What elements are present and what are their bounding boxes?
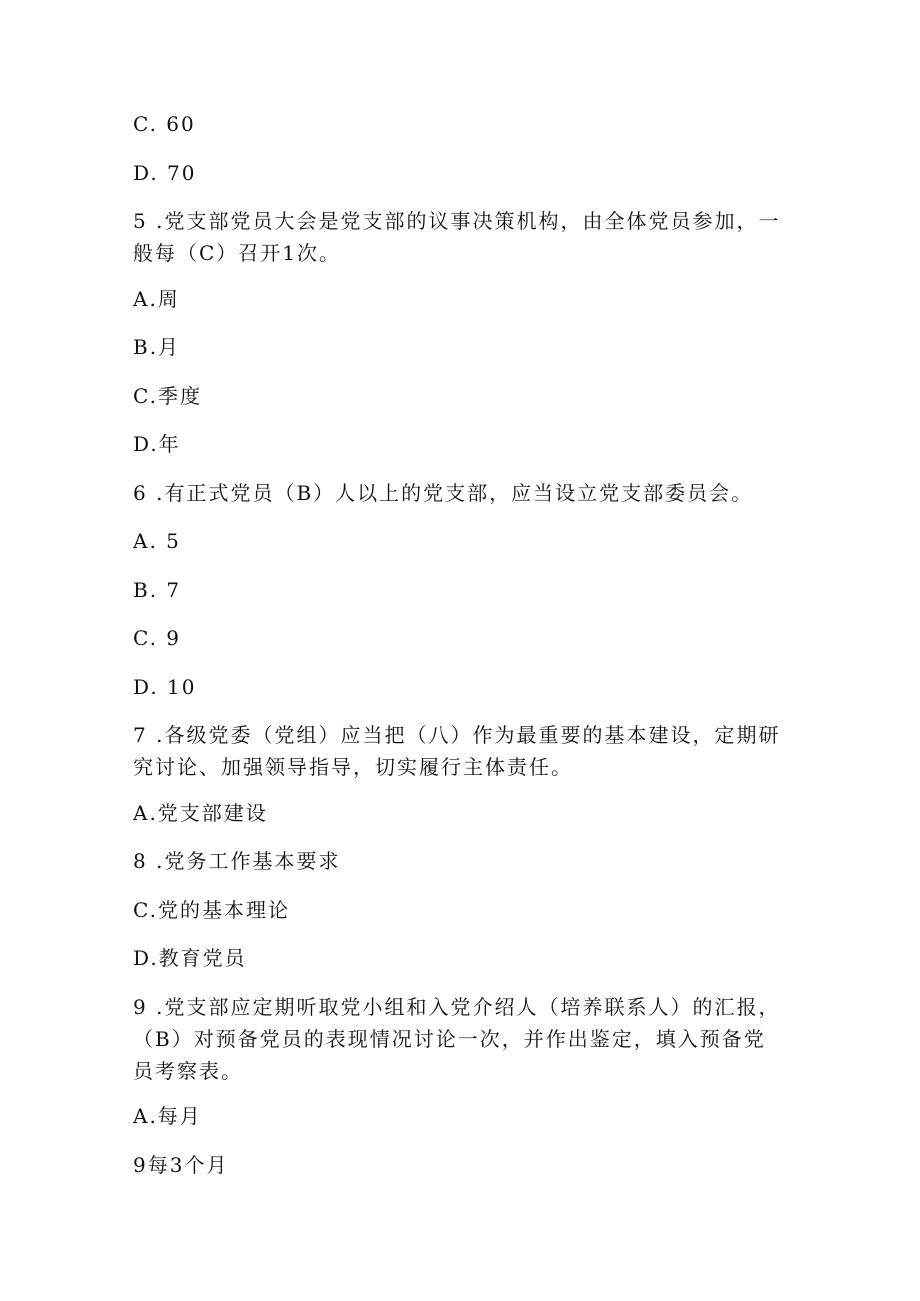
- option-b-q9: 9每3个月: [133, 1153, 229, 1177]
- option-d-q5: D.年: [133, 432, 181, 456]
- question-6: 6 .有正式党员（B）人以上的党支部，应当设立党支部委员会。: [133, 481, 754, 505]
- option-c-q7: C.党的基本理论: [133, 898, 290, 922]
- question-9: 9 .党支部应定期听取党小组和入党介绍人（培养联系人）的汇报，（B）对预备党员的表现情况讨论一次，并作出鉴定，填入预备党员考察表。: [133, 995, 781, 1083]
- option-b-q6: B. 7: [133, 578, 182, 602]
- option-c-q4: C. 60: [133, 112, 196, 136]
- option-a-q9: A.每月: [133, 1104, 202, 1128]
- question-7: 7 .各级党委（党组）应当把（八）作为最重要的基本建设，定期研究讨论、加强领导指导，切实履行主体责任。: [133, 723, 781, 779]
- option-c-q5: C.季度: [133, 384, 202, 408]
- option-c-q6: C. 9: [133, 626, 182, 650]
- option-b-q5: B.月: [133, 335, 181, 359]
- option-d-q7: D.教育党员: [133, 946, 247, 970]
- option-d-q6: D. 10: [133, 675, 197, 699]
- option-a-q6: A. 5: [133, 529, 181, 553]
- option-a-q7: A.党支部建设: [133, 801, 268, 825]
- option-d-q4: D. 70: [133, 161, 197, 185]
- question-5: 5 .党支部党员大会是党支部的议事决策机构，由全体党员参加，一般每（C）召开1次。: [133, 209, 781, 265]
- option-b-q7: 8 .党务工作基本要求: [133, 849, 341, 873]
- option-a-q5: A.周: [133, 287, 180, 311]
